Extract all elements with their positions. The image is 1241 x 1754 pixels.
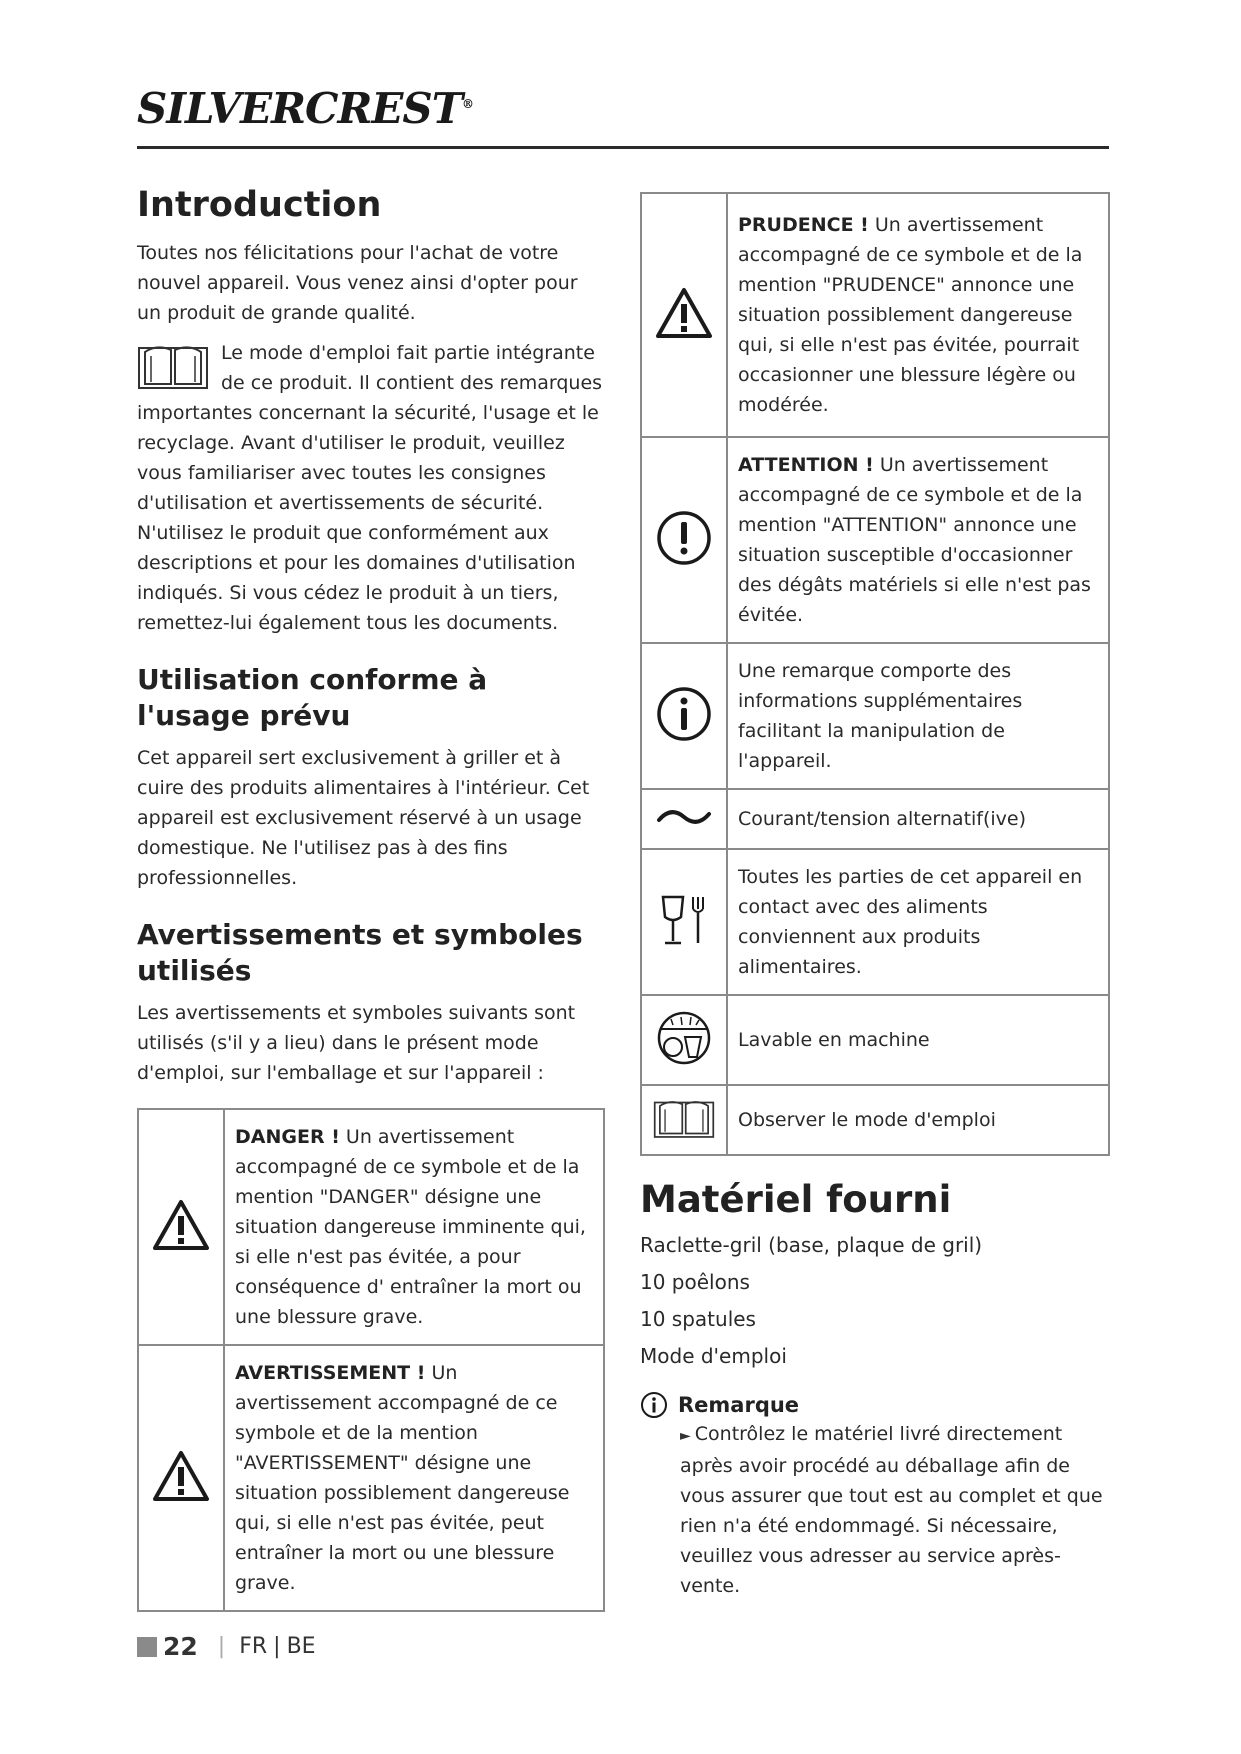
- language-be: BE: [286, 1634, 316, 1659]
- list-item: Raclette-gril (base, plaque de gril): [640, 1233, 983, 1257]
- table-row: [641, 849, 1109, 995]
- ac-text-cell: Courant/tension alternatif(ive): [727, 789, 1109, 849]
- page-footer: [137, 1632, 316, 1661]
- danger-text-cell: [224, 1109, 604, 1345]
- prudence-text: Un avertissement accompagné de ce symbole et de la mention "PRUDENCE" annonce une situation possiblement dangereuse qui, si elle n'est pas évitée, pourrait occasionner une blessure légère ou modérée.: [738, 214, 1083, 416]
- food-safe-text-cell: Toutes les parties de cet appareil en contact avec des aliments conviennent aux produits alimentaires.: [727, 849, 1109, 995]
- manual-paragraph: [137, 338, 607, 638]
- table-row: [138, 1345, 604, 1611]
- note-title: Remarque: [678, 1393, 800, 1417]
- prudence-icon-cell: [641, 193, 727, 437]
- note-body: [680, 1419, 1110, 1601]
- avertissement-icon-cell: [138, 1345, 224, 1611]
- triangle-bullet-icon: ►: [680, 1428, 691, 1444]
- dishwasher-text-cell: Lavable en machine: [727, 995, 1109, 1085]
- attention-label: ATTENTION !: [738, 454, 874, 476]
- food-safe-icon-cell: [641, 849, 727, 995]
- danger-warning-table: [137, 1108, 605, 1612]
- info-circle-icon: [655, 685, 713, 743]
- attention-icon-cell: [641, 437, 727, 643]
- info-icon-cell: [641, 643, 727, 789]
- warning-triangle-icon: [152, 1450, 210, 1502]
- prudence-text-cell: [727, 193, 1109, 437]
- left-column: [137, 184, 607, 1088]
- introduction-paragraph-2: Le mode d'emploi fait partie intégrante de ce produit. Il contient des remarques importantes concernant la sécurité, l'usage et le recyclage. Avant d'utiliser le produit, veuillez vous familiariser avec toutes les consignes d'utilisation et avertissements de sécurité. N'utilisez le produit que conformément aux descriptions et pour les domaines d'utilisation indiqués. Si vous cédez le produit à un tiers, remettez-lui également tous les documents.: [137, 342, 603, 634]
- list-item: Mode d'emploi: [640, 1344, 787, 1368]
- usage-title: Utilisation conforme à l'usage prévu: [137, 663, 488, 733]
- dishwasher-icon-cell: [641, 995, 727, 1085]
- attention-text: Un avertissement accompagné de ce symbole et de la mention "ATTENTION" annonce une situation susceptible d'occasionner des dégâts matériels si elle n'est pas évitée.: [738, 454, 1091, 626]
- dishwasher-safe-icon: [655, 1009, 713, 1067]
- warnings-title: Avertissements et symboles utilisés: [137, 917, 583, 988]
- page-number: 22: [163, 1632, 198, 1661]
- info-text-cell: Une remarque comporte des informations supplémentaires facilitant la manipulation de l'appareil.: [727, 643, 1109, 789]
- table-row: [641, 193, 1109, 437]
- warning-triangle-icon: [655, 287, 713, 339]
- danger-label: DANGER !: [235, 1126, 340, 1148]
- info-circle-icon: [640, 1391, 668, 1419]
- open-book-icon: [137, 340, 209, 392]
- footer-divider: |: [217, 1634, 226, 1659]
- prudence-label: PRUDENCE !: [738, 214, 869, 236]
- brand-logo: [137, 84, 473, 133]
- list-item: 10 poêlons: [640, 1270, 750, 1294]
- avertissement-text: Un avertissement accompagné de ce symbole et de la mention "AVERTISSEMENT" désigne une situation possiblement dangereuse qui, si elle n'est pas évitée, peut entraîner la mort ou une blessure grave.: [235, 1362, 570, 1594]
- table-row: [641, 789, 1109, 849]
- danger-icon-cell: [138, 1109, 224, 1345]
- open-book-icon: [653, 1095, 715, 1141]
- table-row: [138, 1109, 604, 1345]
- list-item: 10 spatules: [640, 1307, 756, 1331]
- footer-square-icon: [137, 1637, 157, 1657]
- read-manual-text-cell: Observer le mode d'emploi: [727, 1085, 1109, 1155]
- header-rule: [137, 146, 1109, 149]
- table-row: [641, 643, 1109, 789]
- language-fr: FR: [239, 1634, 268, 1659]
- introduction-title: Introduction: [137, 185, 382, 225]
- table-row: [641, 995, 1109, 1085]
- warnings-intro: Les avertissements et symboles suivants sont utilisés (s'il y a lieu) dans le présent mode d'emploi, sur l'emballage et sur l'appareil :: [137, 1001, 576, 1084]
- avertissement-text-cell: [224, 1345, 604, 1611]
- alternating-current-icon: [655, 804, 713, 830]
- language-divider: |: [273, 1634, 281, 1659]
- table-row: [641, 437, 1109, 643]
- materials-title: Matériel fourni: [640, 1178, 952, 1221]
- warning-triangle-icon: [152, 1199, 210, 1251]
- food-safe-glass-fork-icon: [659, 891, 709, 949]
- brand-name: SILVERCREST: [137, 84, 462, 133]
- note-header: [640, 1391, 1110, 1419]
- table-row: [641, 1085, 1109, 1155]
- note-text: Contrôlez le matériel livré directement après avoir procédé au déballage afin de vous assurer que tout est au complet et que rien n'a été endommagé. Si nécessaire, veuillez vous adresser au service après-vente.: [680, 1423, 1103, 1597]
- read-manual-icon-cell: [641, 1085, 727, 1155]
- usage-paragraph: Cet appareil sert exclusivement à griller et à cuire des produits alimentaires à l'intérieur. Cet appareil est exclusivement réservé à un usage domestique. Ne l'utilisez pas à des fins professionnelles.: [137, 746, 590, 889]
- danger-text: Un avertissement accompagné de ce symbole et de la mention "DANGER" désigne une situation dangereuse imminente qui, si elle n'est pas évitée, a pour conséquence d' entraîner la mort ou une blessure grave.: [235, 1126, 586, 1328]
- ac-icon-cell: [641, 789, 727, 849]
- avertissement-label: AVERTISSEMENT !: [235, 1362, 426, 1384]
- exclamation-circle-icon: [655, 509, 713, 567]
- right-column: [640, 192, 1110, 1601]
- symbols-table: [640, 192, 1110, 1156]
- registered-mark: ®: [461, 97, 473, 111]
- attention-text-cell: [727, 437, 1109, 643]
- introduction-paragraph-1: Toutes nos félicitations pour l'achat de votre nouvel appareil. Vous venez ainsi d'opter pour un produit de grande qualité.: [137, 242, 578, 324]
